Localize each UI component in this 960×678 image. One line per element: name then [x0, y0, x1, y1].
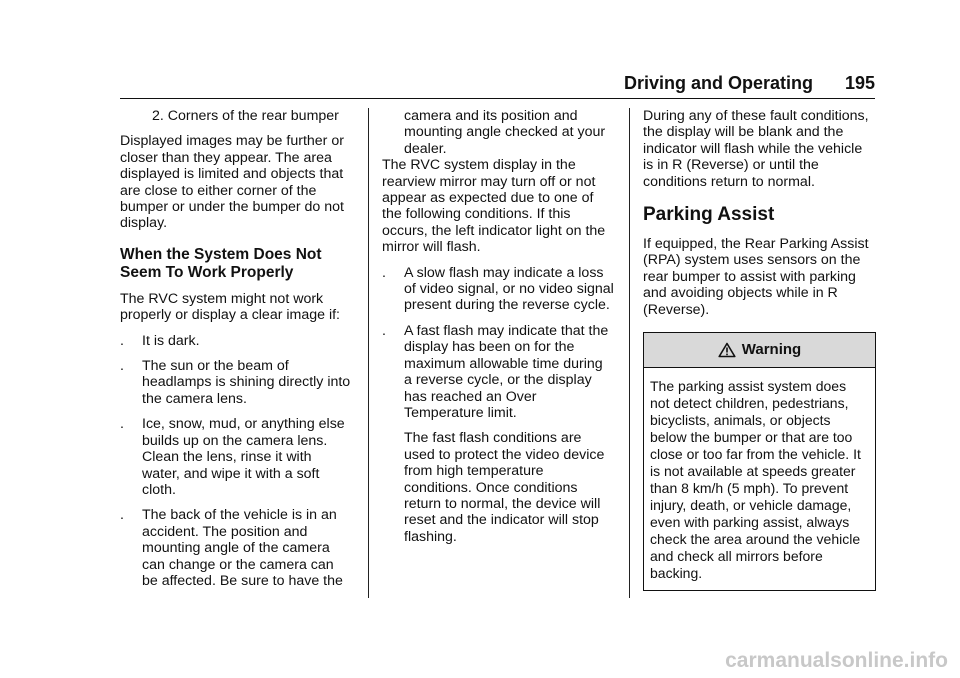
sub-paragraph: The fast flash conditions are used to protect the video device from high temperature conditions. Once conditions return to normal, the device will reset and the indicator will stop flashing.	[404, 430, 605, 545]
column-2	[382, 108, 614, 545]
list-item	[120, 358, 352, 407]
warning-triangle-icon	[718, 342, 736, 358]
list-item	[382, 265, 614, 314]
list-item	[120, 507, 352, 589]
bullet-marker: .	[120, 416, 124, 433]
page-header	[120, 70, 875, 99]
column-divider-2	[629, 108, 630, 598]
list-item-text: It is dark.	[142, 332, 200, 349]
paragraph: The RVC system display in the rearview mirror may turn off or not appear as expected due to one of the following conditions. If this occurs, the left indicator light on the mirror will flash.	[382, 157, 606, 256]
paragraph: The RVC system might not work properly or display a clear image if:	[120, 290, 341, 324]
bullet-list	[120, 333, 352, 590]
bullet-marker: .	[382, 264, 386, 281]
section-heading: When the System Does Not Seem To Work Properly	[120, 245, 322, 281]
warning-title: Warning	[741, 340, 802, 358]
paragraph: During any of these fault conditions, the display will be blank and the indicator will flash while the vehicle is in R (Reverse) or until the conditions return to normal.	[643, 108, 869, 190]
column-3	[643, 108, 876, 591]
warning-box	[643, 332, 876, 591]
column-1	[120, 108, 352, 598]
column-divider-1	[368, 108, 369, 598]
warning-header	[644, 333, 875, 368]
list-item	[120, 333, 352, 349]
list-item-text: Ice, snow, mud, or anything else builds up on the camera lens. Clean the lens, rinse it with water, and wipe it with a soft cloth.	[142, 416, 345, 498]
page-number: 195	[844, 73, 875, 93]
list-item-text: A slow flash may indicate a loss of video signal, or no video signal present during the reverse cycle.	[404, 264, 614, 314]
list-item	[382, 323, 614, 421]
bullet-marker: .	[382, 322, 386, 339]
numbered-item: 2. Corners of the rear bumper	[152, 108, 339, 124]
list-item	[120, 416, 352, 498]
bullet-marker: .	[120, 358, 124, 375]
paragraph: If equipped, the Rear Parking Assist (RPA) system uses sensors on the rear bumper to assist with parking and avoiding objects while in R (Reverse).	[643, 236, 869, 318]
list-item-text: A fast flash may indicate that the display has been on for the maximum allowable time during a reverse cycle, or the display has reached an Over Temperature limit.	[404, 322, 609, 421]
warning-text: The parking assist system does not detect children, pedestrians, bicyclists, animals, or objects below the bumper or that are too close or too far from the vehicle. It is not available at speeds greater than 8 km/h (5 mph). To prevent injury, death, or vehicle damage, even with parking assist, always check the area around the vehicle and check all mirrors before backing.	[650, 378, 861, 582]
bullet-list	[382, 265, 614, 422]
continued-text: camera and its position and mounting angle checked at your dealer.	[404, 108, 606, 157]
paragraph: Displayed images may be further or closer than they appear. The area displayed is limited and objects that are close to either corner of the bumper or under the bumper do not display.	[120, 133, 344, 232]
section-title: Driving and Operating	[623, 73, 813, 93]
section-heading: Parking Assist	[643, 204, 775, 226]
list-item-text: The sun or the beam of headlamps is shining directly into the camera lens.	[142, 358, 351, 407]
list-item-text: The back of the vehicle is in an accident. The position and mounting angle of the camera can change or the camera can be affected. Be sure to have the	[142, 507, 343, 589]
bullet-marker: .	[120, 507, 124, 524]
watermark: carmanualsonline.info	[725, 649, 948, 672]
bullet-marker: .	[120, 332, 124, 349]
